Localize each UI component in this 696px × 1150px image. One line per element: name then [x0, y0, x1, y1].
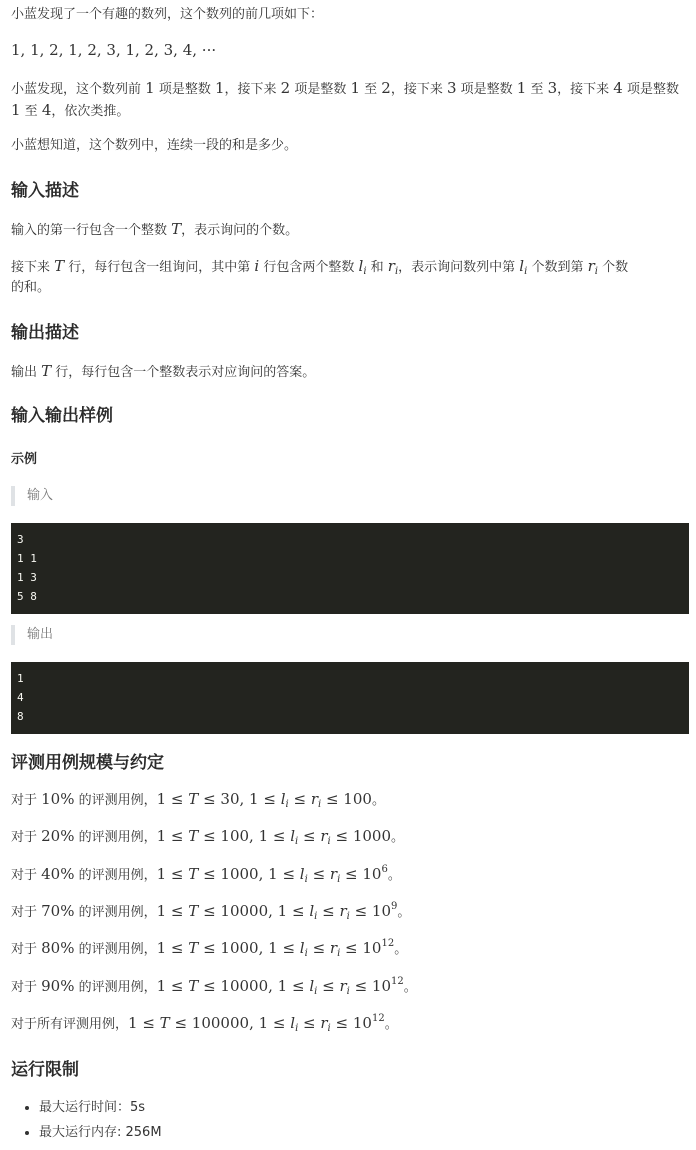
intro-paragraph-3: 小蓝想知道，这个数列中，连续一段的和是多少。	[11, 138, 298, 153]
limit-item: • 最大运行内存: 256M	[39, 1120, 162, 1145]
samples-section-title: 输入输出样例	[11, 406, 113, 426]
limits-section-title: 运行限制	[11, 1060, 79, 1080]
constraint-row: 对于 40% 的评测用例，1 ≤ T ≤ 1000, $1 \le l_i \le r_i \le 10^6$。	[11, 864, 401, 885]
output-paragraph-1: 输出 T 行，每行包含一个整数表示对应询问的答案。	[11, 362, 316, 380]
input-paragraph-1: 输入的第一行包含一个整数 T，表示询问的个数。	[11, 220, 299, 238]
input-paragraph-2: 接下来 T 行，每行包含一组询问，其中第 i 行包含两个整数 $l_i$ 和 $r_i$，表示询问数列中第 $l_i$ 个数到第 $r_i$ 个数 的和。	[11, 257, 629, 295]
constraints-section-title: 评测用例规模与约定	[11, 753, 164, 773]
input-label-quote: 输入	[11, 486, 53, 506]
output-label-quote: 输出	[11, 625, 53, 645]
constraint-row: 对于所有评测用例，1 ≤ T ≤ 100000, $1 \le l_i \le r_i \le 10^{12}$。	[11, 1013, 398, 1034]
sequence-formula: 1, 1, 2, 1, 2, 3, 1, 2, 3, 4, ···	[11, 41, 217, 59]
constraint-row: 对于 80% 的评测用例，1 ≤ T ≤ 1000, $1 \le l_i \le r_i \le 10^{12}$。	[11, 938, 408, 959]
example-label: 示例	[11, 452, 38, 467]
constraint-row: 对于 20% 的评测用例，1 ≤ T ≤ 100, $1 \le l_i \le r_i \le 1000$。	[11, 827, 405, 847]
input-section-title: 输入描述	[11, 181, 79, 201]
constraint-row: 对于 70% 的评测用例，1 ≤ T ≤ 10000, $1 \le l_i \le r_i \le 10^9$。	[11, 901, 411, 922]
constraint-row: 对于 90% 的评测用例，1 ≤ T ≤ 10000, $1 \le l_i \le r_i \le 10^{12}$。	[11, 976, 417, 997]
output-section-title: 输出描述	[11, 323, 79, 343]
limits-list	[11, 1095, 162, 1145]
intro-line-1: 小蓝发现了一个有趣的数列，这个数列的前几项如下：	[11, 7, 324, 22]
constraint-row: 对于 10% 的评测用例，1 ≤ T ≤ 30, $1 \le l_i \le r_i \le 100$。	[11, 790, 385, 810]
intro-paragraph-2: 小蓝发现，这个数列前 1 项是整数 1，接下来 2 项是整数 1 至 2，接下来 3 项是整数 1 至 3，接下来 4 项是整数 1 至 4，依次类推。	[11, 79, 679, 119]
sample-input-code: 3 1 1 1 3 5 8	[11, 523, 689, 614]
limit-item: • 最大运行时间：5s	[39, 1095, 162, 1120]
sample-output-code: 1 4 8	[11, 662, 689, 734]
